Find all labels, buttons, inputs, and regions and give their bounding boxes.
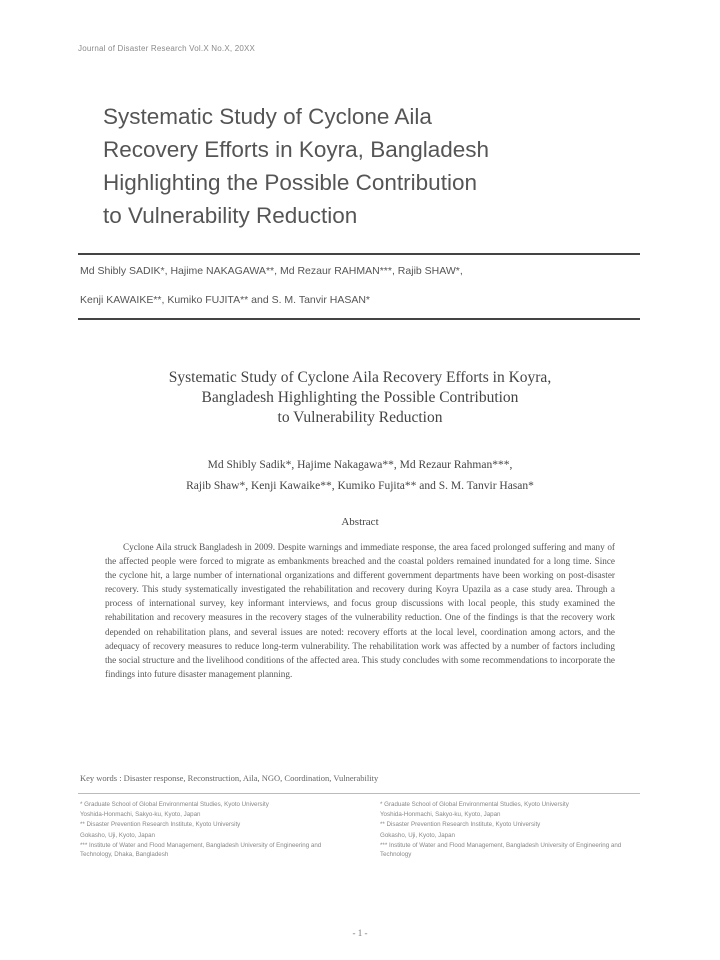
japanese-title-line: Systematic Study of Cyclone Aila Recovery Efforts in Koyra,	[168, 369, 552, 386]
abstract-body: Cyclone Aila struck Bangladesh in 2009. Despite warnings and immediate response, the area faced prolonged suffering and many of the affected people were forced to migrate as embankments breached and the coastal polders remained inundated for a long time. Since the cyclone hit, a large number of international organizations and different government departments have been working on post-disaster recovery. This study systematically investigated the rehabilitation and recovery during Koyra Upazila as a case study area. Through a process of international survey, key informant interviews, and focus group discussions with local people, this study examined the rehabilitation and recovery measures in the recovery stages of the vulnerability reduction. One of the findings is that the recovery work depended on rehabilitation plans, and several issues are noted: recovery efforts at the local level, coordination among actors, and the adequacy of recovery measures to reduce long-term vulnerability. The rehabilitation work was affected by a number of factors including the social structure and the livelihood conditions of the affected area. This study concludes with some recommendations to incorporate the findings into future disaster management planning.	[105, 542, 615, 679]
title-line: Recovery Efforts in Koyra, Bangladesh	[103, 137, 490, 162]
footnote: Yoshida-Honmachi, Sakyo-ku, Kyoto, Japan	[380, 811, 501, 819]
japanese-title-line: to Vulnerability Reduction	[277, 409, 443, 426]
footnote: * Graduate School of Global Environmental Studies, Kyoto University	[80, 801, 269, 808]
footnote: *** Institute of Water and Flood Management, Bangladesh University of Engineering and Technology	[380, 841, 622, 859]
footnote: *** Institute of Water and Flood Management, Bangladesh University of Engineering and Technology, Dhaka, Bangladesh	[80, 841, 322, 859]
footnote-divider	[78, 793, 640, 794]
footnote: ** Disaster Prevention Research Institute, Kyoto University	[80, 821, 241, 829]
title-divider-bottom	[78, 318, 640, 320]
title-divider-top	[78, 253, 640, 255]
japanese-title	[100, 368, 620, 428]
japanese-authors	[100, 455, 620, 497]
footnote: Yoshida-Honmachi, Sakyo-ku, Kyoto, Japan	[80, 811, 201, 819]
japanese-author-line: Md Shibly Sadik*, Hajime Nakagawa**, Md Rezaur Rahman***,	[207, 459, 513, 471]
footnote: ** Disaster Prevention Research Institute, Kyoto University	[380, 821, 541, 829]
author-line-1: Md Shibly SADIK*, Hajime NAKAGAWA**, Md Rezaur RAHMAN***, Rajib SHAW*,	[80, 265, 463, 277]
title-line: to Vulnerability Reduction	[103, 203, 358, 228]
keywords: Key words : Disaster response, Reconstruction, Aila, NGO, Coordination, Vulnerability	[80, 773, 379, 783]
title-line: Highlighting the Possible Contribution	[103, 170, 477, 195]
abstract-heading: Abstract	[341, 516, 379, 528]
footnote: Gokasho, Uji, Kyoto, Japan	[80, 831, 155, 839]
japanese-title-line: Bangladesh Highlighting the Possible Contribution	[201, 389, 519, 406]
footnote: * Graduate School of Global Environmental Studies, Kyoto University	[380, 801, 569, 808]
running-header: Journal of Disaster Research Vol.X No.X, 20XX	[78, 44, 256, 53]
footnotes-left	[80, 800, 350, 860]
footnote: Gokasho, Uji, Kyoto, Japan	[380, 831, 455, 839]
japanese-author-line: Rajib Shaw*, Kenji Kawaike**, Kumiko Fujita** and S. M. Tanvir Hasan*	[186, 480, 534, 492]
page-number: - 1 -	[352, 928, 368, 938]
footnotes-right	[380, 800, 640, 860]
author-line-2: Kenji KAWAIKE**, Kumiko FUJITA** and S. M. Tanvir HASAN*	[80, 294, 371, 306]
title-line: Systematic Study of Cyclone Aila	[103, 104, 432, 129]
paper-title	[103, 100, 663, 232]
